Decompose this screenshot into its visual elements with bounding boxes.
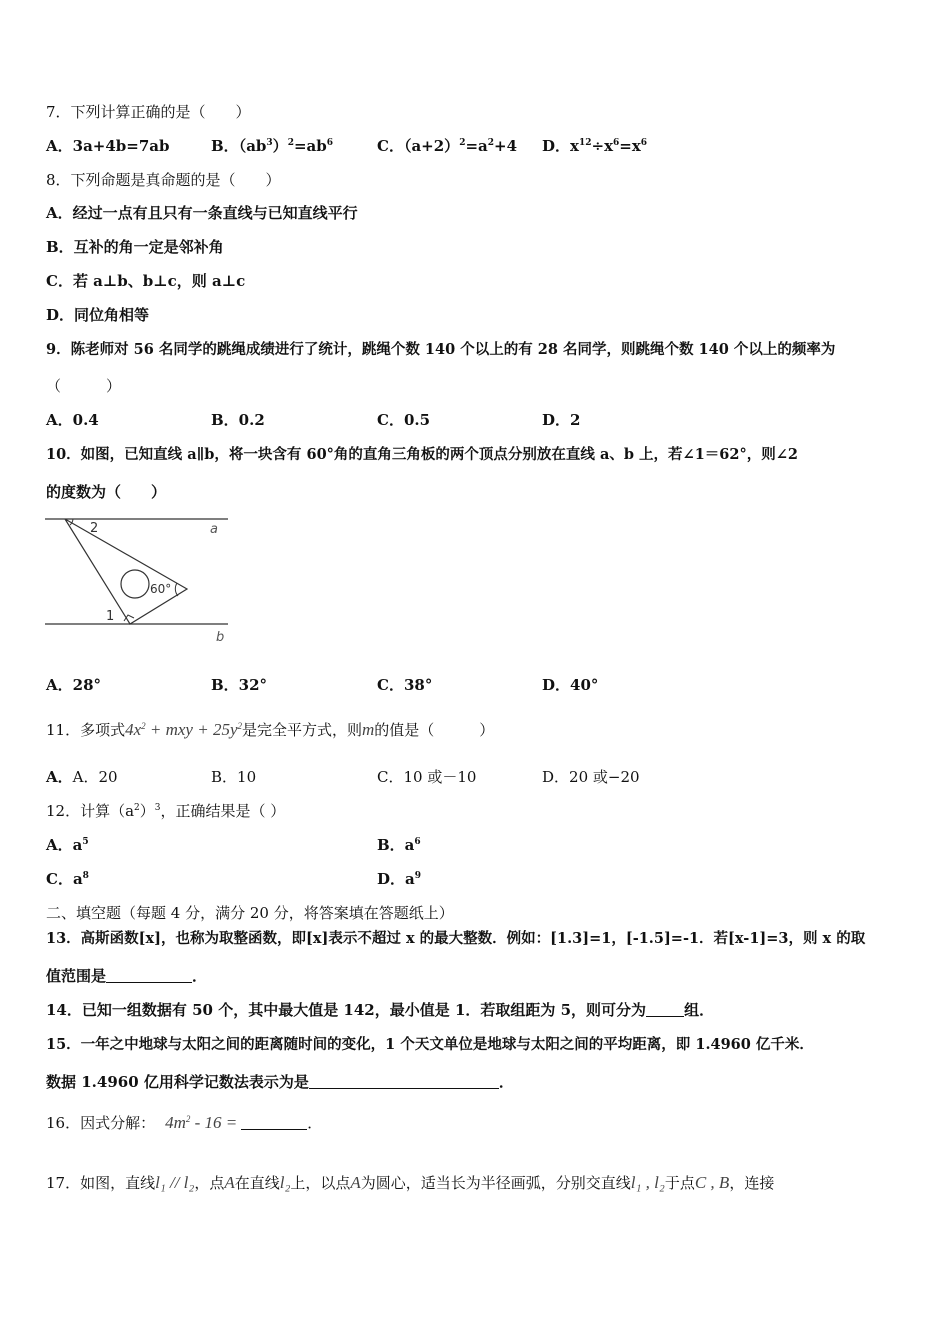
q8-option-a: A．经过一点有且只有一条直线与已知直线平行 — [46, 204, 358, 222]
q11-stem: 11．多项式$4x^2$ + mxy + $25y^2$是完全平方式，则m的值是（ ） — [46, 720, 495, 739]
q16-answer-blank[interactable] — [241, 1115, 307, 1130]
q7-option-c: C．$(a+2)^2=a^2+4$ — [377, 137, 518, 155]
q12-option-d: D．$a^9$ — [377, 870, 421, 888]
q11-option-a: A．A．20 — [46, 768, 118, 786]
label-60: 60° — [150, 582, 172, 596]
q9-stem: 9．陈老师对 56 名同学的跳绳成绩进行了统计，跳绳个数 140 个以上的有 28 名同学，则跳绳个数 140 个以上的频率为 — [46, 341, 836, 358]
q13-answer-blank[interactable] — [106, 968, 192, 983]
q16-stem: 16．因式分解： $4m^2 - 16$ = ． — [46, 1113, 323, 1132]
q15-answer-blank[interactable] — [309, 1074, 499, 1089]
q11-polynomial: $4x^2$ + mxy + $25y^2$ — [125, 720, 242, 739]
label-b: b — [216, 630, 225, 645]
section-2-heading: 二、填空题（每题 4 分，满分 20 分，将答案填在答题纸上） — [46, 904, 454, 922]
q11-option-c: C．10 或－10 — [377, 768, 477, 786]
angle-60-arc — [175, 583, 178, 596]
q12-stem: 12．计算$(a^2)^3$，正确结果是（ ） — [46, 802, 286, 820]
q9-option-a: A．0.4 — [46, 411, 99, 429]
q13-line2: 值范围是 ． — [46, 967, 208, 985]
q13-line1: 13．高斯函数[x]，也称为取整函数，即[x]表示不超过 x 的最大整数．例如：[1.3]=1，[-1.5]=-1．若[x-1]=3，则 x 的取 — [46, 930, 866, 947]
triangle-ruler — [65, 519, 187, 624]
q8-option-c: C．若 a⊥b、b⊥c，则 a⊥c — [46, 272, 246, 290]
q7-option-b: B．$(ab^3)^2=ab^6$ — [211, 137, 333, 155]
q15-line2: 数据 1.4960 亿用科学记数法表示为是 ． — [46, 1073, 514, 1091]
q10-figure — [40, 510, 240, 650]
label-a: a — [210, 522, 218, 537]
q10-stem-line2: 的度数为（ ） — [46, 483, 167, 501]
q14-stem: 14．已知一组数据有 50 个，其中最大值是 142，最小值是 1．若取组距为 5，则可分为 组． — [46, 1001, 715, 1019]
q9-paren: （ ） — [46, 377, 122, 395]
q11-option-d: D．20 或−20 — [542, 768, 640, 786]
label-1: 1 — [106, 609, 115, 624]
q16-expression: $4m^2 - 16$ = — [165, 1113, 238, 1132]
q11-option-b: B．10 — [211, 768, 257, 786]
q9-option-b: B．0.2 — [211, 411, 265, 429]
q12-option-a: A．$a^5$ — [46, 836, 89, 854]
q10-option-d: D．40° — [542, 676, 599, 694]
ruler-hole — [121, 570, 149, 598]
label-2: 2 — [90, 521, 99, 536]
q12-option-c: C．$a^8$ — [46, 870, 89, 888]
q7-option-a: A．3a+4b=7ab — [46, 137, 170, 155]
q8-option-d: D．同位角相等 — [46, 306, 150, 324]
q8-stem: 8．下列命题是真命题的是（ ） — [46, 171, 281, 189]
q15-line1: 15．一年之中地球与太阳之间的距离随时间的变化，1 个天文单位是地球与太阳之间的平均距离，即 1.4960 亿千米． — [46, 1036, 814, 1053]
q10-option-c: C．38° — [377, 676, 433, 694]
q14-answer-blank[interactable] — [646, 1002, 684, 1017]
q9-option-c: C．0.5 — [377, 411, 431, 429]
q17-stem: 17．如图，直线l₁ // l₂，点A在直线l₂上，以点A为圆心，适当长为半径画弧，分别交直线l₁ , l₂于点C , B，连接 — [46, 1173, 775, 1192]
q9-option-d: D．2 — [542, 411, 581, 429]
q7-option-d: D．$x^{12}\div x^6=x^6$ — [542, 137, 648, 155]
q10-stem-line1: 10．如图，已知直线 a∥b，将一块含有 60°角的直角三角板的两个顶点分别放在直线 a、b 上，若∠1＝62°，则∠2 — [46, 446, 798, 463]
q12-option-b: B．$a^6$ — [377, 836, 421, 854]
q8-option-b: B．互补的角一定是邻补角 — [46, 238, 224, 256]
q10-option-a: A．28° — [46, 676, 102, 694]
q7-stem: 7．下列计算正确的是（ ） — [46, 103, 251, 121]
q10-option-b: B．32° — [211, 676, 268, 694]
